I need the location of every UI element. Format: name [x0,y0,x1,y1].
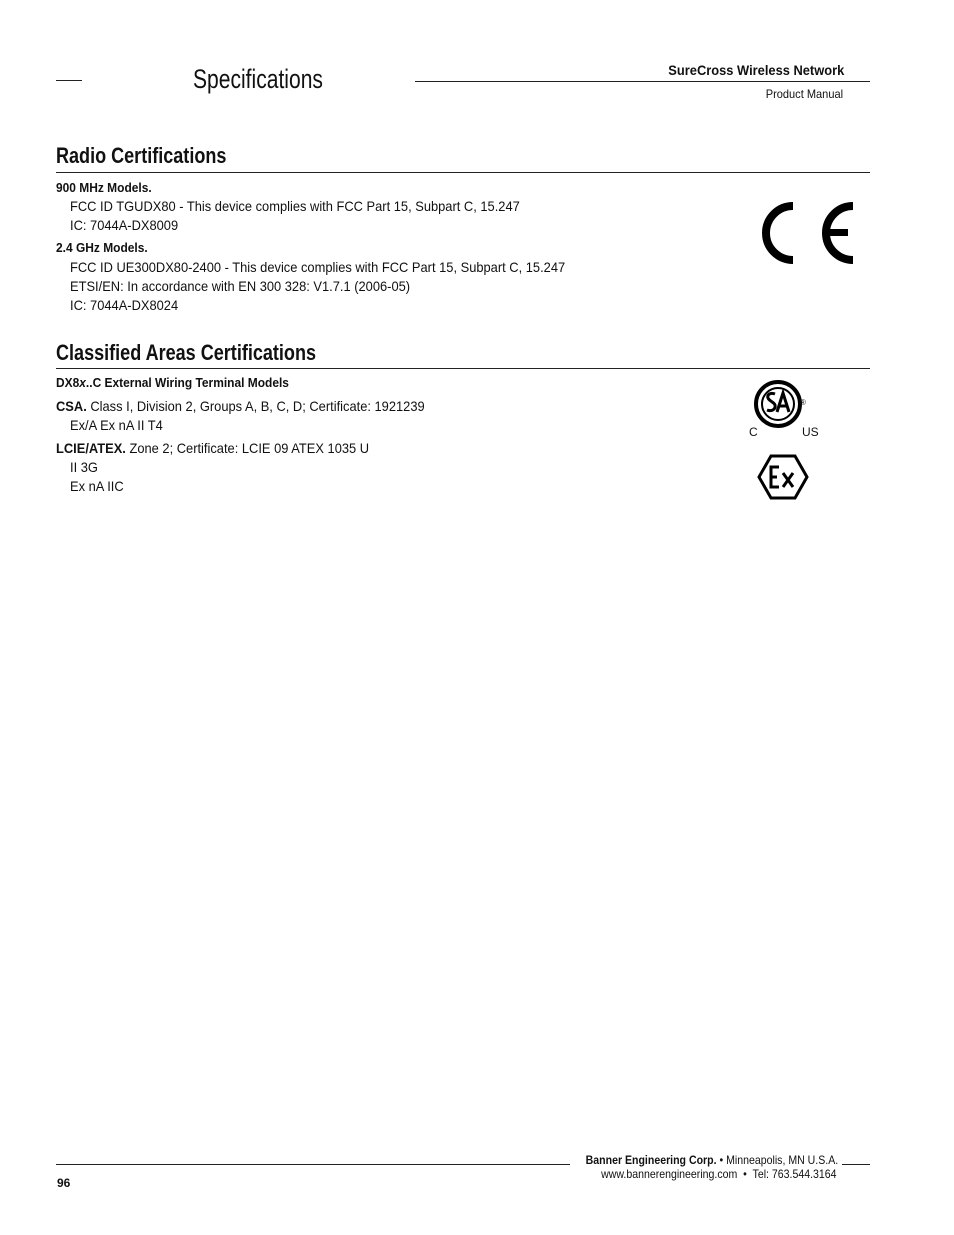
ce-mark-icon [752,196,858,270]
csa-text: Class I, Division 2, Groups A, B, C, D; Certificate: 1921239 [86,398,425,414]
models-variable: x [79,375,86,390]
group-line: IC: 7044A-DX8009 [70,217,179,233]
footer-bullet: • [743,1167,748,1181]
header-rule-right [415,81,870,82]
lcie-label: LCIE/ATEX. [56,440,126,456]
csa-line [56,398,425,414]
company-website: www.bannerengineering.com [601,1167,738,1181]
group-title-900mhz: 900 MHz Models. [56,180,152,195]
lcie-line [56,440,369,456]
csa-label: CSA. [56,398,87,414]
page-number: 96 [57,1176,71,1190]
group-line: IC: 7044A-DX8024 [70,297,179,313]
classified-heading-rule [56,368,870,369]
csa-right-text: US [802,425,819,439]
classified-areas-heading: Classified Areas Certifications [56,340,317,365]
company-phone: Tel: 763.544.3164 [753,1167,837,1181]
models-suffix: ..C External Wiring Terminal Models [85,375,289,390]
product-name: SureCross Wireless Network [668,62,844,78]
csa-left-text: C [749,425,758,439]
footer-rule-left [56,1164,570,1165]
document-type: Product Manual [765,87,843,101]
radio-certifications-heading: Radio Certifications [56,143,227,168]
lcie-line-3: Ex nA IIC [70,478,124,494]
footer-contact-line [602,1167,837,1181]
footer-bullet: • [719,1153,724,1167]
lcie-text: Zone 2; Certificate: LCIE 09 ATEX 1035 U [125,440,370,456]
section-title: Specifications [193,64,323,94]
company-name: Banner Engineering Corp. [585,1153,717,1167]
company-location: Minneapolis, MN U.S.A. [723,1153,839,1167]
models-title [56,375,289,390]
registered-mark: ® [800,398,806,407]
csa-logo [748,377,824,441]
footer-company-line [584,1153,840,1167]
models-prefix: DX8 [56,375,80,390]
group-line: ETSI/EN: In accordance with EN 300 328: V1.7.1 (2006-05) [70,278,411,294]
group-line: FCC ID TGUDX80 - This device complies with FCC Part 15, Subpart C, 15.247 [70,198,520,214]
csa-line-2: Ex/A Ex nA II T4 [70,417,163,433]
footer-rule-right [842,1164,870,1165]
ex-atex-mark-icon [756,453,810,501]
lcie-line-2: II 3G [70,459,98,475]
radio-heading-rule [56,172,870,173]
header-rule-left [56,80,82,81]
group-title-2-4ghz: 2.4 GHz Models. [56,240,148,255]
group-line: FCC ID UE300DX80-2400 - This device complies with FCC Part 15, Subpart C, 15.247 [70,259,566,275]
